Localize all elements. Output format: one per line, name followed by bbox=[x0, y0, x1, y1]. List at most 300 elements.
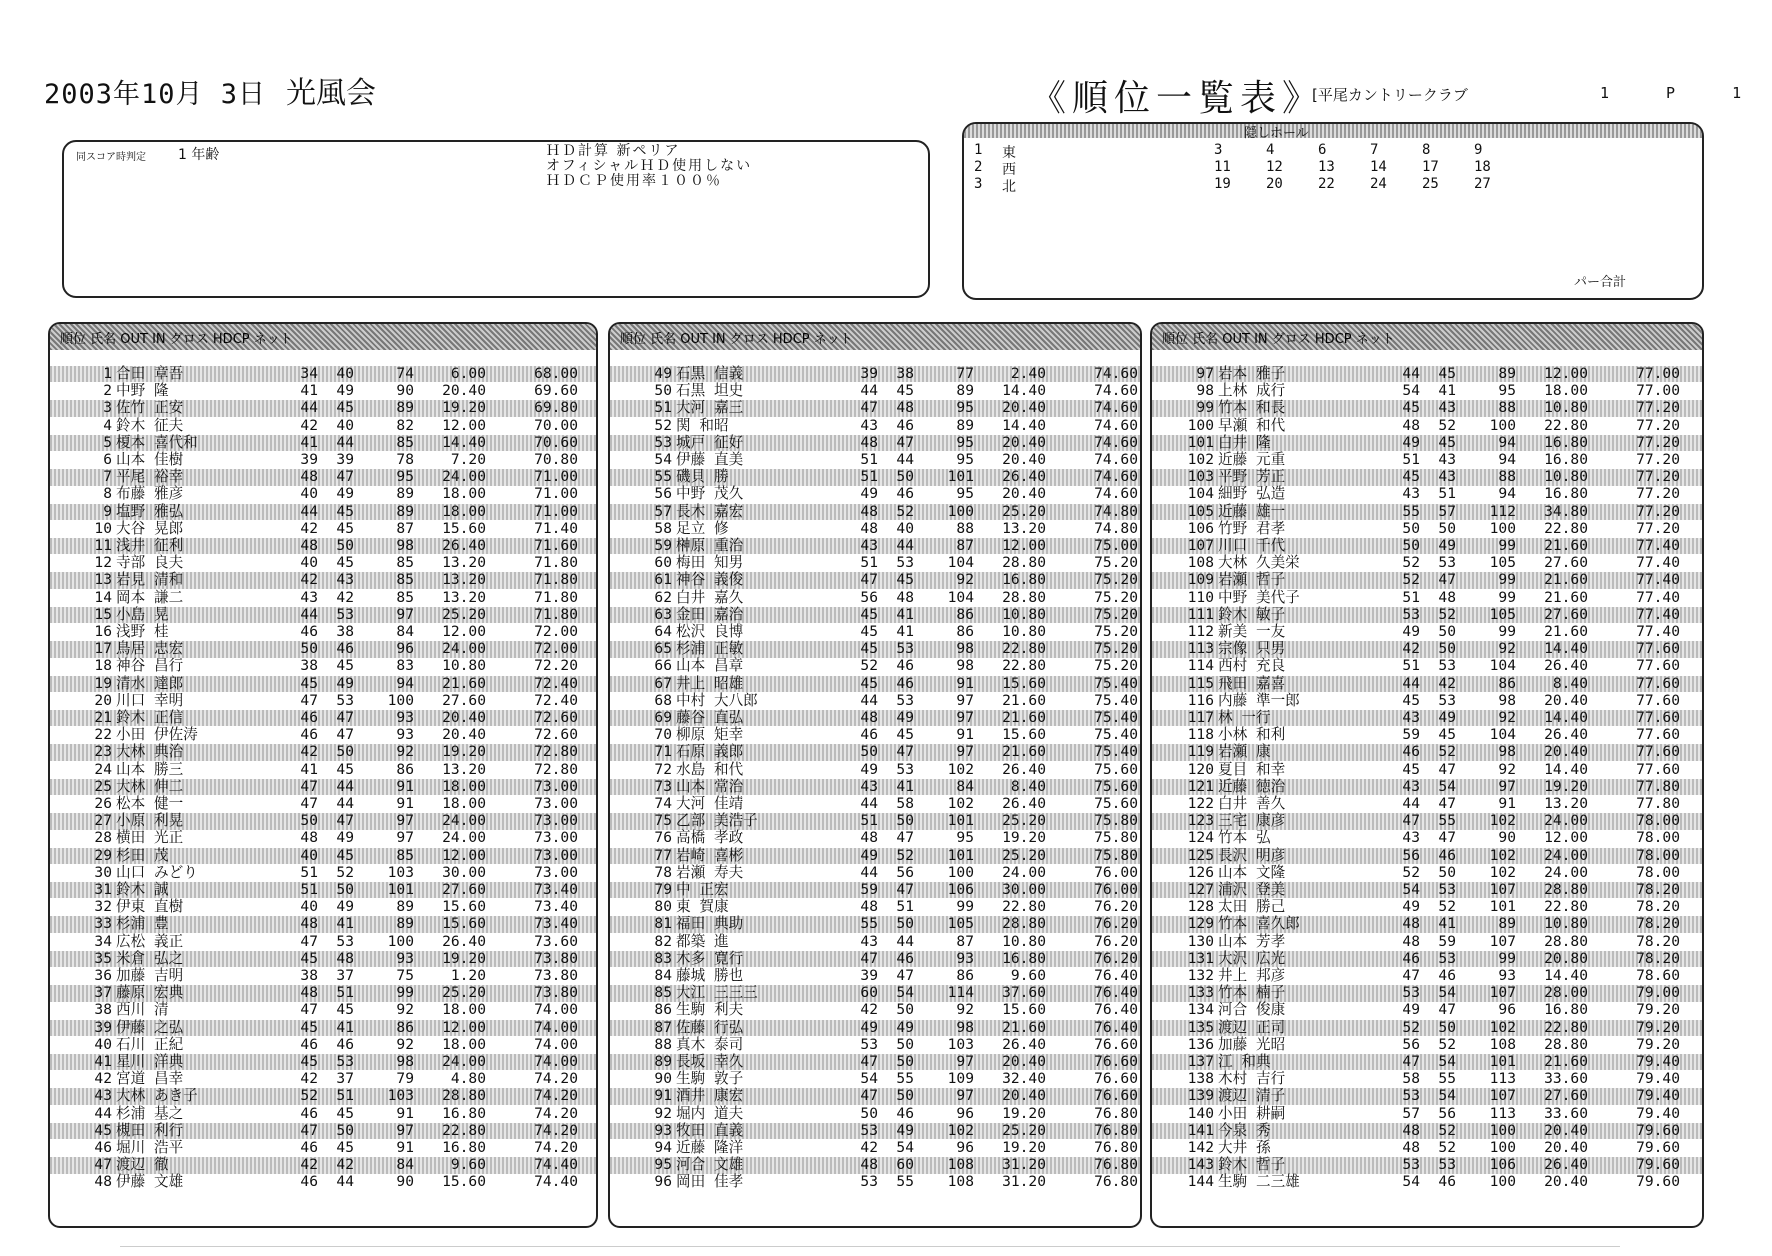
hdcp-value: 9.60 bbox=[450, 1156, 486, 1174]
ranking-row bbox=[1152, 572, 1702, 588]
hdcp-value: 22.80 bbox=[442, 1121, 486, 1139]
in-score: 50 bbox=[896, 1001, 914, 1019]
gross-score: 104 bbox=[947, 588, 974, 606]
rank-cell: 24 bbox=[94, 760, 112, 778]
in-score: 38 bbox=[336, 623, 354, 640]
hdcp-value: 19.20 bbox=[1544, 777, 1588, 795]
hdcp-value: 27.60 bbox=[1544, 554, 1588, 572]
ranking-row bbox=[50, 590, 596, 606]
ranking-row bbox=[610, 693, 1140, 709]
player-name: 川口 千代 bbox=[1218, 537, 1286, 554]
ranking-row bbox=[1152, 1140, 1702, 1156]
player-name: 大沢 広光 bbox=[1218, 949, 1286, 967]
out-score: 55 bbox=[1402, 502, 1420, 520]
hdcp-value: 20.40 bbox=[1544, 743, 1588, 761]
ranking-row bbox=[50, 555, 596, 571]
gross-score: 92 bbox=[956, 571, 974, 589]
rank-cell: 139 bbox=[1187, 1087, 1214, 1105]
gross-score: 98 bbox=[956, 1018, 974, 1036]
player-name: 三宅 康彦 bbox=[1218, 812, 1286, 830]
out-score: 44 bbox=[860, 795, 878, 812]
out-score: 39 bbox=[860, 967, 878, 984]
rank-cell: 17 bbox=[94, 640, 112, 658]
player-name: 牧田 直義 bbox=[676, 1121, 744, 1139]
hdcp-value: 25.20 bbox=[1002, 846, 1046, 864]
hdcp-value: 33.60 bbox=[1544, 1104, 1588, 1122]
net-score: 79.40 bbox=[1636, 1070, 1680, 1088]
hidden-hole-number: 18 bbox=[1474, 159, 1491, 175]
rank-cell: 89 bbox=[654, 1053, 672, 1070]
hdcp-value: 22.80 bbox=[1002, 657, 1046, 675]
rank-cell: 9 bbox=[103, 502, 112, 520]
ranking-row bbox=[610, 1123, 1140, 1139]
net-score: 74.60 bbox=[1094, 365, 1138, 382]
player-name: 鈴木 正信 bbox=[116, 709, 184, 726]
hdcp-value: 1.20 bbox=[450, 967, 486, 984]
hdcp-value: 13.20 bbox=[442, 588, 486, 606]
gross-score: 89 bbox=[396, 898, 414, 916]
net-score: 76.60 bbox=[1094, 1087, 1138, 1105]
in-score: 57 bbox=[1438, 502, 1456, 520]
rank-cell: 71 bbox=[654, 743, 672, 761]
in-score: 45 bbox=[1438, 726, 1456, 744]
gross-score: 98 bbox=[1498, 743, 1516, 761]
in-score: 38 bbox=[896, 365, 914, 382]
in-score: 49 bbox=[896, 709, 914, 726]
player-name: 大林 久美栄 bbox=[1218, 554, 1300, 572]
in-score: 55 bbox=[896, 1173, 914, 1191]
in-score: 56 bbox=[896, 863, 914, 881]
course-label: 西 bbox=[1002, 162, 1016, 178]
ranking-row bbox=[50, 572, 596, 588]
gross-score: 96 bbox=[956, 1139, 974, 1156]
gross-score: 89 bbox=[396, 485, 414, 503]
tiebreak-label: 同スコア時判定 bbox=[76, 152, 146, 163]
in-score: 43 bbox=[1438, 451, 1456, 468]
net-score: 79.40 bbox=[1636, 1053, 1680, 1070]
ranking-row bbox=[50, 985, 596, 1001]
ranking-row bbox=[610, 555, 1140, 571]
rank-cell: 39 bbox=[94, 1018, 112, 1036]
rank-cell: 137 bbox=[1187, 1053, 1214, 1070]
gross-score: 89 bbox=[956, 416, 974, 434]
in-score: 47 bbox=[336, 709, 354, 726]
in-score: 44 bbox=[336, 777, 354, 795]
out-score: 50 bbox=[300, 640, 318, 658]
ranking-row bbox=[50, 641, 596, 657]
player-name: 加藤 吉明 bbox=[116, 967, 184, 984]
in-score: 46 bbox=[336, 640, 354, 658]
gross-score: 85 bbox=[396, 571, 414, 589]
net-score: 76.60 bbox=[1094, 1035, 1138, 1053]
in-score: 53 bbox=[896, 691, 914, 709]
ranking-row bbox=[610, 366, 1140, 382]
ranking-row bbox=[50, 1157, 596, 1173]
ranking-row bbox=[1152, 727, 1702, 743]
rank-cell: 38 bbox=[94, 1001, 112, 1019]
net-score: 75.20 bbox=[1094, 588, 1138, 606]
in-score: 44 bbox=[896, 537, 914, 554]
in-score: 54 bbox=[1438, 984, 1456, 1002]
player-name: 井上 昭雄 bbox=[676, 674, 744, 692]
net-score: 71.00 bbox=[534, 502, 578, 520]
net-score: 77.40 bbox=[1636, 571, 1680, 589]
gross-score: 102 bbox=[1489, 863, 1516, 881]
hdcp-value: 14.40 bbox=[1002, 382, 1046, 400]
out-score: 48 bbox=[860, 433, 878, 451]
gross-score: 103 bbox=[947, 1035, 974, 1053]
rank-cell: 94 bbox=[654, 1139, 672, 1156]
player-name: 岩崎 喜彬 bbox=[676, 846, 744, 864]
player-name: 榎本 喜代和 bbox=[116, 433, 198, 451]
ranking-row bbox=[1152, 968, 1702, 984]
out-score: 41 bbox=[300, 433, 318, 451]
hdcp-value: 28.80 bbox=[1002, 915, 1046, 933]
gross-score: 91 bbox=[396, 1139, 414, 1156]
ranking-row bbox=[1152, 1037, 1702, 1053]
hdcp-value: 19.20 bbox=[442, 743, 486, 761]
ranking-row bbox=[610, 899, 1140, 915]
rank-cell: 144 bbox=[1187, 1173, 1214, 1191]
in-score: 45 bbox=[336, 846, 354, 864]
gross-score: 96 bbox=[1498, 1001, 1516, 1019]
in-score: 48 bbox=[896, 399, 914, 417]
gross-score: 107 bbox=[1489, 1087, 1516, 1105]
ranking-row bbox=[610, 641, 1140, 657]
net-score: 75.40 bbox=[1094, 674, 1138, 692]
ranking-row bbox=[1152, 1088, 1702, 1104]
hdcp-value: 13.20 bbox=[1002, 519, 1046, 537]
net-score: 74.20 bbox=[534, 1087, 578, 1105]
out-score: 46 bbox=[300, 1173, 318, 1191]
in-score: 37 bbox=[336, 967, 354, 984]
net-score: 73.00 bbox=[534, 863, 578, 881]
player-name: 平尾 裕幸 bbox=[116, 468, 184, 486]
ranking-row bbox=[610, 1037, 1140, 1053]
player-name: 藤城 勝也 bbox=[676, 967, 744, 984]
player-name: 岩瀬 哲子 bbox=[1218, 571, 1286, 589]
rank-cell: 90 bbox=[654, 1070, 672, 1088]
out-score: 51 bbox=[1402, 451, 1420, 468]
ranking-row bbox=[1152, 882, 1702, 898]
gross-score: 102 bbox=[1489, 1018, 1516, 1036]
net-score: 73.00 bbox=[534, 777, 578, 795]
gross-score: 114 bbox=[947, 984, 974, 1002]
rank-cell: 51 bbox=[654, 399, 672, 417]
player-name: 西村 充良 bbox=[1218, 657, 1286, 675]
in-score: 46 bbox=[896, 1104, 914, 1122]
out-score: 52 bbox=[1402, 1018, 1420, 1036]
out-score: 51 bbox=[1402, 657, 1420, 675]
hdcp-value: 26.40 bbox=[442, 932, 486, 950]
out-score: 52 bbox=[1402, 571, 1420, 589]
player-name: 長沢 明彦 bbox=[1218, 846, 1286, 864]
net-score: 74.00 bbox=[534, 1053, 578, 1070]
net-score: 73.40 bbox=[534, 915, 578, 933]
hdcp-value: 21.60 bbox=[1002, 709, 1046, 726]
gross-score: 97 bbox=[1498, 777, 1516, 795]
gross-score: 107 bbox=[1489, 984, 1516, 1002]
rank-cell: 84 bbox=[654, 967, 672, 984]
in-score: 50 bbox=[1438, 1018, 1456, 1036]
ranking-row bbox=[1152, 641, 1702, 657]
ranking-row bbox=[1152, 1054, 1702, 1070]
in-score: 49 bbox=[1438, 537, 1456, 554]
ranking-row bbox=[610, 572, 1140, 588]
hdcp-value: 25.20 bbox=[1002, 502, 1046, 520]
gross-score: 98 bbox=[956, 657, 974, 675]
hdcp-value: 14.40 bbox=[442, 433, 486, 451]
course-number: 1 bbox=[974, 142, 983, 158]
player-name: 生駒 利夫 bbox=[676, 1001, 744, 1019]
gross-score: 91 bbox=[396, 1104, 414, 1122]
out-score: 45 bbox=[860, 623, 878, 640]
hdcp-value: 18.00 bbox=[442, 485, 486, 503]
net-score: 75.00 bbox=[1094, 537, 1138, 554]
ranking-row bbox=[610, 383, 1140, 399]
ranking-row bbox=[50, 968, 596, 984]
player-name: 白井 善久 bbox=[1218, 795, 1286, 812]
hdcp-value: 16.80 bbox=[1002, 949, 1046, 967]
player-name: 伊藤 直美 bbox=[676, 451, 744, 468]
player-name: 河合 文雄 bbox=[676, 1156, 744, 1174]
player-name: 上林 成行 bbox=[1218, 382, 1286, 400]
out-score: 51 bbox=[860, 812, 878, 830]
player-name: 酒井 康宏 bbox=[676, 1087, 744, 1105]
hdcp-value: 14.40 bbox=[1544, 640, 1588, 658]
ranking-row bbox=[50, 624, 596, 640]
rank-cell: 5 bbox=[103, 433, 112, 451]
panel-header-label: 順位 氏名 OUT IN グロス HDCP ネット bbox=[60, 332, 293, 347]
player-name: 堀内 道夫 bbox=[676, 1104, 744, 1122]
net-score: 77.60 bbox=[1636, 709, 1680, 726]
net-score: 74.60 bbox=[1094, 382, 1138, 400]
rank-cell: 120 bbox=[1187, 760, 1214, 778]
player-name: 岩瀬 康 bbox=[1218, 743, 1271, 761]
in-score: 52 bbox=[1438, 1139, 1456, 1156]
ranking-panel-1 bbox=[48, 322, 598, 1228]
player-name: 石黒 坦史 bbox=[676, 382, 744, 400]
rank-cell: 142 bbox=[1187, 1139, 1214, 1156]
ranking-row bbox=[1152, 916, 1702, 932]
net-score: 78.20 bbox=[1636, 898, 1680, 916]
ranking-row bbox=[610, 521, 1140, 537]
hdcp-value: 24.00 bbox=[1544, 863, 1588, 881]
out-score: 45 bbox=[860, 605, 878, 623]
in-score: 45 bbox=[336, 1001, 354, 1019]
ranking-row bbox=[50, 693, 596, 709]
gross-score: 106 bbox=[947, 881, 974, 898]
net-score: 72.40 bbox=[534, 674, 578, 692]
player-name: 生駒 敦子 bbox=[676, 1070, 744, 1088]
out-score: 44 bbox=[860, 691, 878, 709]
in-score: 41 bbox=[336, 915, 354, 933]
in-score: 55 bbox=[1438, 812, 1456, 830]
hdcp-value: 22.80 bbox=[1002, 640, 1046, 658]
ranking-row bbox=[1152, 779, 1702, 795]
rank-cell: 8 bbox=[103, 485, 112, 503]
out-score: 47 bbox=[860, 571, 878, 589]
gross-score: 98 bbox=[956, 640, 974, 658]
gross-score: 93 bbox=[396, 709, 414, 726]
net-score: 75.80 bbox=[1094, 846, 1138, 864]
hdcp-value: 19.20 bbox=[1002, 829, 1046, 847]
out-score: 50 bbox=[1402, 519, 1420, 537]
in-score: 41 bbox=[896, 777, 914, 795]
gross-score: 103 bbox=[387, 863, 414, 881]
hdcp-value: 31.20 bbox=[1002, 1156, 1046, 1174]
hdcp-value: 12.00 bbox=[442, 416, 486, 434]
rank-cell: 62 bbox=[654, 588, 672, 606]
gross-score: 90 bbox=[396, 1173, 414, 1191]
rank-cell: 118 bbox=[1187, 726, 1214, 744]
out-score: 45 bbox=[300, 949, 318, 967]
out-score: 49 bbox=[1402, 1001, 1420, 1019]
ranking-row bbox=[610, 951, 1140, 967]
in-score: 52 bbox=[896, 846, 914, 864]
net-score: 79.40 bbox=[1636, 1104, 1680, 1122]
in-score: 53 bbox=[336, 932, 354, 950]
player-name: 竹本 喜久郎 bbox=[1218, 915, 1300, 933]
out-score: 53 bbox=[860, 1035, 878, 1053]
player-name: 林 一行 bbox=[1218, 709, 1271, 726]
out-score: 41 bbox=[300, 760, 318, 778]
out-score: 44 bbox=[1402, 365, 1420, 382]
out-score: 48 bbox=[1402, 932, 1420, 950]
rank-cell: 61 bbox=[654, 571, 672, 589]
net-score: 76.80 bbox=[1094, 1121, 1138, 1139]
hdcp-value: 16.80 bbox=[1002, 571, 1046, 589]
player-name: 山本 芳孝 bbox=[1218, 932, 1286, 950]
out-score: 46 bbox=[300, 623, 318, 640]
gross-score: 84 bbox=[956, 777, 974, 795]
gross-score: 97 bbox=[956, 1053, 974, 1070]
gross-score: 85 bbox=[396, 554, 414, 572]
rank-cell: 131 bbox=[1187, 949, 1214, 967]
ranking-row bbox=[610, 469, 1140, 485]
hdcp-value: 10.80 bbox=[1002, 623, 1046, 640]
net-score: 76.80 bbox=[1094, 1173, 1138, 1191]
gross-score: 83 bbox=[396, 657, 414, 675]
hdcp-value: 27.60 bbox=[442, 691, 486, 709]
ranking-row bbox=[610, 744, 1140, 760]
in-score: 47 bbox=[896, 743, 914, 761]
player-name: 岩本 雅子 bbox=[1218, 365, 1286, 382]
player-name: 新美 一友 bbox=[1218, 623, 1286, 640]
ranking-row bbox=[1152, 796, 1702, 812]
out-score: 42 bbox=[300, 571, 318, 589]
hdcp-value: 28.80 bbox=[1002, 588, 1046, 606]
net-score: 75.20 bbox=[1094, 554, 1138, 572]
out-score: 49 bbox=[860, 485, 878, 503]
net-score: 71.80 bbox=[534, 571, 578, 589]
out-score: 40 bbox=[300, 898, 318, 916]
net-score: 73.80 bbox=[534, 949, 578, 967]
out-score: 45 bbox=[860, 640, 878, 658]
rank-cell: 110 bbox=[1187, 588, 1214, 606]
rank-cell: 96 bbox=[654, 1173, 672, 1191]
ranking-row bbox=[610, 538, 1140, 554]
gross-score: 93 bbox=[956, 949, 974, 967]
hidden-hole-number: 9 bbox=[1474, 142, 1483, 158]
gross-score: 95 bbox=[1498, 382, 1516, 400]
in-score: 47 bbox=[1438, 829, 1456, 847]
hdcp-value: 25.20 bbox=[1002, 812, 1046, 830]
in-score: 50 bbox=[896, 1087, 914, 1105]
hdcp-value: 10.80 bbox=[442, 657, 486, 675]
in-score: 41 bbox=[1438, 382, 1456, 400]
net-score: 77.80 bbox=[1636, 777, 1680, 795]
rank-cell: 56 bbox=[654, 485, 672, 503]
in-score: 45 bbox=[336, 502, 354, 520]
gross-score: 88 bbox=[1498, 399, 1516, 417]
out-score: 53 bbox=[1402, 1156, 1420, 1174]
out-score: 53 bbox=[1402, 605, 1420, 623]
page-number: 1 P 1 bbox=[1600, 84, 1766, 102]
hdcp-value: 21.60 bbox=[1002, 691, 1046, 709]
ranking-row bbox=[610, 796, 1140, 812]
in-score: 45 bbox=[336, 554, 354, 572]
gross-score: 100 bbox=[1489, 1139, 1516, 1156]
panel-header bbox=[1152, 324, 1702, 350]
net-score: 69.80 bbox=[534, 399, 578, 417]
net-score: 73.00 bbox=[534, 795, 578, 812]
out-score: 43 bbox=[1402, 485, 1420, 503]
player-name: 山口 みどり bbox=[116, 863, 198, 881]
hdcp-value: 32.40 bbox=[1002, 1070, 1046, 1088]
out-score: 47 bbox=[300, 691, 318, 709]
player-name: 竹本 楠子 bbox=[1218, 984, 1286, 1002]
rank-cell: 55 bbox=[654, 468, 672, 486]
rank-cell: 67 bbox=[654, 674, 672, 692]
ranking-row bbox=[50, 830, 596, 846]
ranking-row bbox=[1152, 710, 1702, 726]
ranking-row bbox=[1152, 590, 1702, 606]
rank-cell: 50 bbox=[654, 382, 672, 400]
ranking-row bbox=[50, 882, 596, 898]
official-hd: オフィシャルＨＤ使用しない bbox=[546, 158, 753, 174]
player-name: 太田 勝己 bbox=[1218, 898, 1286, 916]
net-score: 78.00 bbox=[1636, 812, 1680, 830]
gross-score: 89 bbox=[396, 399, 414, 417]
player-name: 柳原 矩幸 bbox=[676, 726, 744, 744]
hdcp-value: 10.80 bbox=[1002, 605, 1046, 623]
player-name: 山本 常治 bbox=[676, 777, 744, 795]
hdcp-value: 12.00 bbox=[442, 846, 486, 864]
gross-score: 88 bbox=[956, 519, 974, 537]
out-score: 51 bbox=[300, 863, 318, 881]
gross-score: 88 bbox=[1498, 468, 1516, 486]
hdcp-value: 21.60 bbox=[442, 674, 486, 692]
hdcp-value: 15.60 bbox=[1002, 674, 1046, 692]
net-score: 68.00 bbox=[534, 365, 578, 382]
out-score: 46 bbox=[860, 726, 878, 744]
ranking-row bbox=[50, 1037, 596, 1053]
out-score: 45 bbox=[1402, 760, 1420, 778]
out-score: 50 bbox=[300, 812, 318, 830]
player-name: 大林 典治 bbox=[116, 743, 184, 761]
net-score: 75.20 bbox=[1094, 640, 1138, 658]
player-name: 山本 勝三 bbox=[116, 760, 184, 778]
ranking-row bbox=[1152, 607, 1702, 623]
out-score: 42 bbox=[300, 743, 318, 761]
ranking-row bbox=[610, 1106, 1140, 1122]
ranking-row bbox=[50, 951, 596, 967]
player-name: 飛田 嘉喜 bbox=[1218, 674, 1286, 692]
rank-cell: 138 bbox=[1187, 1070, 1214, 1088]
gross-score: 101 bbox=[1489, 1053, 1516, 1070]
net-score: 78.00 bbox=[1636, 846, 1680, 864]
